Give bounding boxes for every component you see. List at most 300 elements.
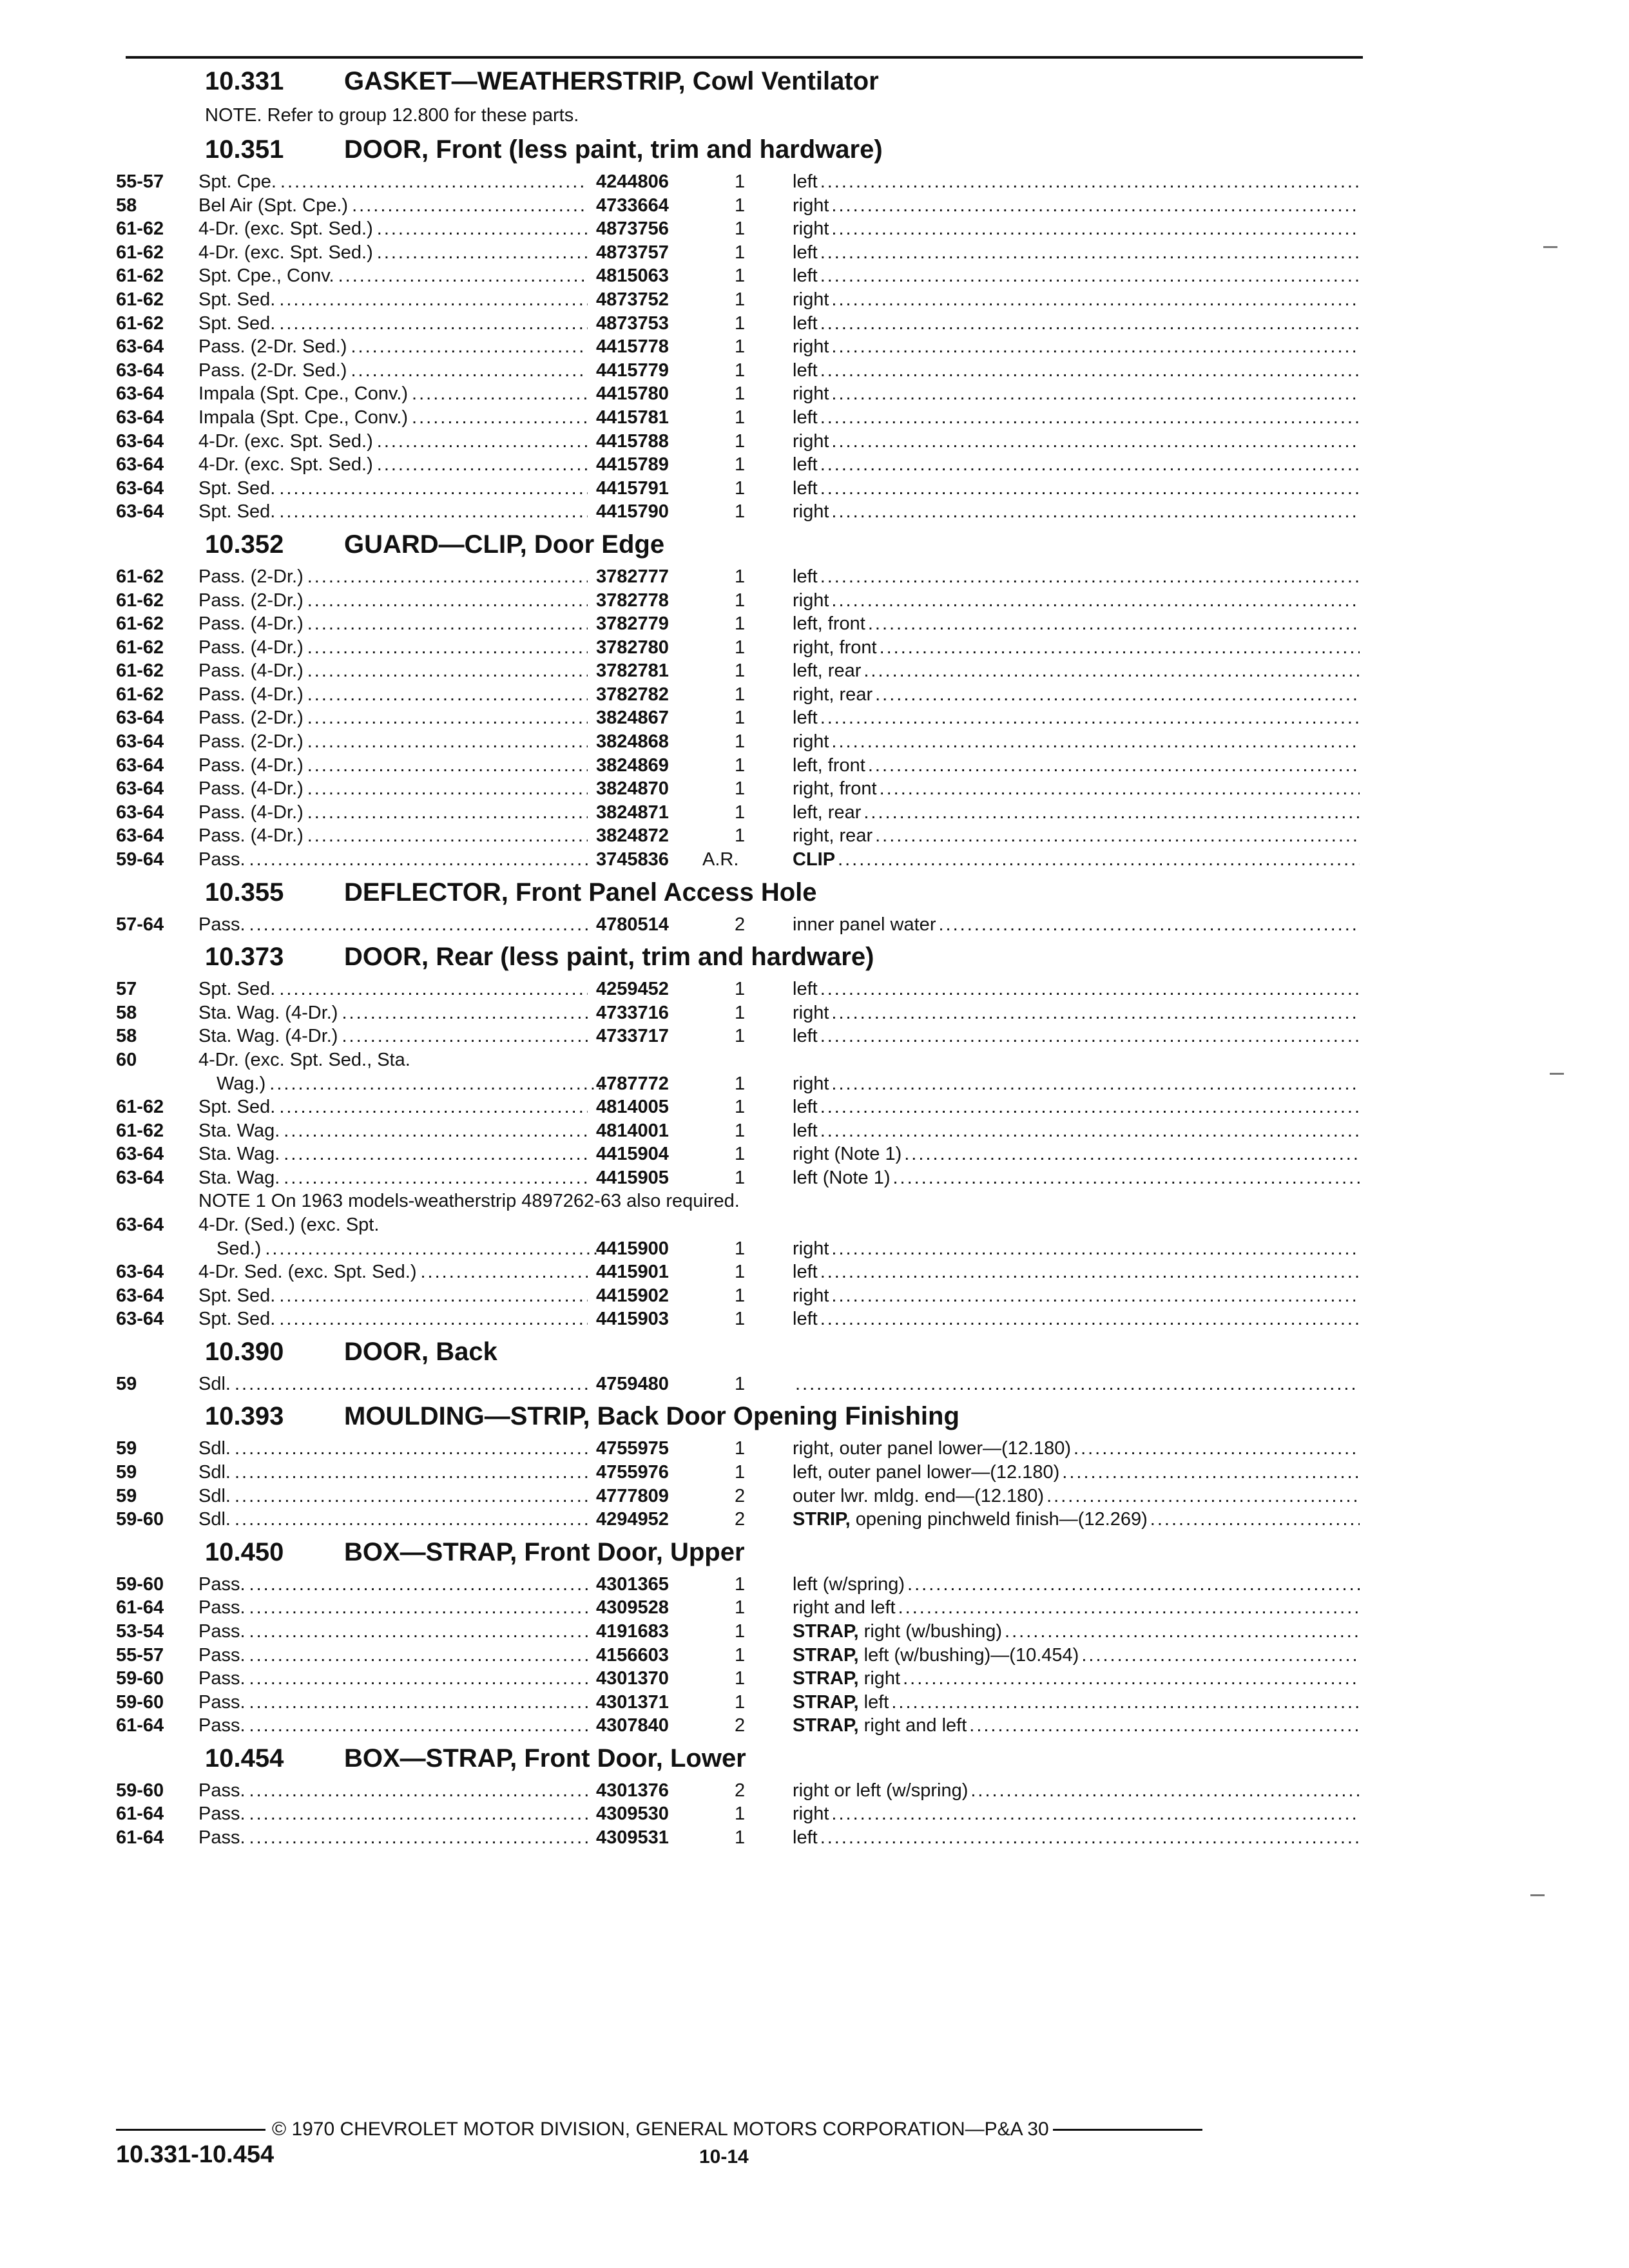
- part-number: 4415790: [596, 501, 669, 523]
- remarks-text: right (Note 1): [793, 1144, 902, 1165]
- catalog-page: [116, 52, 1366, 2113]
- part-number: 4873757: [596, 242, 669, 263]
- description-text: Sta. Wag. (4-Dr.): [198, 1002, 338, 1023]
- model-years: 59-60: [116, 1668, 164, 1689]
- parts-row: [116, 977, 1366, 1001]
- description: [198, 382, 592, 406]
- section-title: [116, 872, 1366, 913]
- part-number: 4777809: [596, 1485, 669, 1506]
- remarks-text: left: [793, 979, 818, 1000]
- quantity: 1: [735, 613, 746, 635]
- part-number: 4415781: [596, 407, 669, 428]
- dot-leader: [904, 1142, 1360, 1166]
- dot-leader: [351, 359, 588, 383]
- parts-row: [116, 1508, 1366, 1532]
- section-note: NOTE. Refer to group 12.800 for these parts.: [205, 105, 579, 126]
- parts-row: [116, 288, 1366, 312]
- dot-leader: [279, 1284, 588, 1308]
- part-number: 3824872: [596, 825, 669, 847]
- part-number: 4415791: [596, 477, 669, 499]
- section-code: 10.390: [205, 1337, 284, 1366]
- remarks-text: outer lwr. mldg. end—(12.180): [793, 1485, 1045, 1506]
- dot-leader: [1074, 1437, 1360, 1461]
- parts-row: [116, 1213, 1366, 1260]
- quantity: 1: [735, 1026, 746, 1047]
- quantity: 1: [735, 289, 746, 310]
- description-text: Sta. Wag. (4-Dr.): [198, 1026, 338, 1047]
- dot-leader: [831, 1237, 1360, 1261]
- footer-page-number: 10-14: [699, 2146, 749, 2167]
- quantity: 1: [735, 265, 746, 287]
- quantity: 1: [735, 1597, 746, 1619]
- quantity: 1: [735, 637, 746, 658]
- remarks: [793, 500, 1360, 524]
- top-rule: [126, 56, 1363, 59]
- dot-leader: [831, 217, 1360, 241]
- catalog-section: [116, 1738, 1366, 1850]
- remarks: [793, 335, 1360, 359]
- dot-leader: [831, 382, 1360, 406]
- description-text: Pass.: [198, 1573, 246, 1595]
- dot-leader: [880, 777, 1360, 801]
- parts-row: [116, 170, 1366, 194]
- quantity: 1: [735, 242, 746, 263]
- remarks-text: left: [793, 242, 818, 263]
- remarks-text: right: [793, 289, 829, 310]
- description-text: Pass.: [198, 1620, 246, 1642]
- model-years: 57-64: [116, 914, 164, 935]
- description: [198, 1237, 610, 1261]
- model-years: 61-64: [116, 1827, 164, 1849]
- description-text: Spt. Sed.: [198, 477, 276, 499]
- parts-row: [116, 1461, 1366, 1485]
- dot-leader: [1046, 1485, 1360, 1508]
- quantity: 1: [735, 336, 746, 358]
- dot-leader: [307, 730, 588, 754]
- model-years: 59: [116, 1373, 137, 1394]
- description-text: 4-Dr. (exc. Spt. Sed.): [198, 218, 373, 240]
- parts-row: [116, 1485, 1366, 1508]
- parts-row: [116, 754, 1366, 778]
- remarks-text: left (w/bushing)—(10.454): [858, 1644, 1079, 1666]
- dot-leader: [1150, 1508, 1360, 1532]
- remarks-text: right: [858, 1668, 901, 1689]
- model-years: 59-60: [116, 1780, 164, 1801]
- model-years: 59: [116, 1438, 137, 1459]
- parts-row: [116, 913, 1366, 937]
- model-years: 63-64: [116, 778, 164, 800]
- dot-leader: [1081, 1644, 1360, 1667]
- part-number: 4415903: [596, 1309, 669, 1330]
- model-years: 61-62: [116, 218, 164, 240]
- parts-row: [116, 312, 1366, 336]
- dot-leader: [831, 1001, 1360, 1025]
- remarks-text: left, rear: [793, 802, 862, 823]
- description: [198, 1667, 592, 1691]
- dot-leader: [307, 683, 588, 707]
- quantity: 1: [735, 979, 746, 1000]
- dot-leader: [893, 1166, 1360, 1190]
- part-number: 4733716: [596, 1002, 669, 1023]
- dot-leader: [307, 777, 588, 801]
- quantity: 1: [735, 1238, 746, 1259]
- section-code: 10.331: [205, 67, 284, 95]
- quantity: 1: [735, 407, 746, 428]
- dot-leader: [249, 1573, 588, 1597]
- part-number: 4244806: [596, 171, 669, 192]
- parts-row: [116, 1260, 1366, 1284]
- parts-row: [116, 1644, 1366, 1667]
- section-name: MOULDING—STRIP,: [344, 1402, 590, 1431]
- description: [198, 1461, 592, 1485]
- dot-leader: [279, 312, 588, 336]
- remarks: [793, 194, 1360, 218]
- remarks-text: left: [793, 360, 818, 381]
- quantity: 1: [735, 1167, 746, 1188]
- remarks-keyword: STRAP,: [793, 1715, 859, 1736]
- description-text: Spt. Cpe.: [198, 171, 276, 192]
- dot-leader: [820, 453, 1360, 477]
- remarks: [793, 312, 1360, 336]
- parts-row: [116, 1691, 1366, 1715]
- parts-row: [116, 1095, 1366, 1119]
- section-subtitle: Door Edge: [526, 530, 665, 559]
- parts-row: [116, 565, 1366, 589]
- quantity: 1: [735, 1803, 746, 1825]
- section-code: 10.454: [205, 1744, 284, 1773]
- quantity: 1: [735, 731, 746, 753]
- remarks: [793, 1119, 1360, 1143]
- description: [198, 1142, 592, 1166]
- description-text: Pass.: [198, 1691, 246, 1713]
- part-number: 4191683: [596, 1620, 669, 1642]
- description-text: Wag.): [217, 1073, 266, 1094]
- parts-row: [116, 335, 1366, 359]
- description-text: Pass.: [198, 1715, 246, 1736]
- model-years: 53-54: [116, 1620, 164, 1642]
- part-number: 4415779: [596, 360, 669, 381]
- catalog-section: [116, 936, 1366, 1331]
- catalog-section: [116, 1331, 1366, 1396]
- description-text: Pass.: [198, 1668, 246, 1689]
- remarks-keyword: STRIP,: [793, 1509, 851, 1530]
- description: [198, 170, 592, 194]
- dot-leader: [249, 913, 588, 937]
- section-title: [116, 1532, 1366, 1573]
- remarks: [793, 1001, 1360, 1025]
- dot-leader: [249, 1802, 588, 1826]
- model-years: 61-64: [116, 1597, 164, 1619]
- remarks: [793, 1284, 1360, 1308]
- description: [198, 1372, 592, 1396]
- quantity: 1: [735, 383, 746, 405]
- remarks: [793, 1372, 1360, 1396]
- model-years: 63-64: [116, 825, 164, 847]
- quantity: 1: [735, 1285, 746, 1306]
- description-text: Spt. Sed.: [198, 979, 276, 1000]
- description-text: 4-Dr. (exc. Spt. Sed.): [198, 454, 373, 476]
- dot-leader: [820, 477, 1360, 501]
- remarks: [793, 1826, 1360, 1850]
- remarks-text: left: [793, 1261, 818, 1282]
- remarks-text: left: [793, 312, 818, 334]
- dot-leader: [412, 382, 588, 406]
- remarks-text: opening pinchweld finish—(12.269): [850, 1509, 1148, 1530]
- remarks: [793, 430, 1360, 454]
- footer-rule-right: [1053, 2129, 1202, 2131]
- dot-leader: [235, 1372, 588, 1396]
- description-text: Spt. Sed.: [198, 1097, 276, 1117]
- quantity: 2: [735, 1509, 746, 1530]
- description-text: Pass.: [198, 1780, 246, 1801]
- dot-leader: [249, 1596, 588, 1620]
- description: [198, 453, 592, 477]
- model-years: 63-64: [116, 1144, 164, 1165]
- dot-leader: [898, 1596, 1360, 1620]
- part-number: 4787772: [596, 1073, 669, 1094]
- description-text: Pass. (2-Dr.): [198, 566, 304, 587]
- quantity: 1: [735, 802, 746, 823]
- model-years: 55-57: [116, 171, 164, 192]
- remarks-text: right: [793, 430, 829, 452]
- remarks-text: right: [793, 590, 829, 611]
- description-text: Pass. (4-Dr.): [198, 802, 304, 823]
- model-years: 58: [116, 1002, 137, 1023]
- quantity: 1: [735, 454, 746, 476]
- part-number: 3824870: [596, 778, 669, 800]
- remarks-keyword: CLIP: [793, 849, 836, 870]
- part-number: 4301371: [596, 1691, 669, 1713]
- quantity: 1: [735, 501, 746, 523]
- dot-leader: [279, 977, 588, 1001]
- description: [198, 1437, 592, 1461]
- remarks-text: left, front: [793, 613, 865, 635]
- description-text: Spt. Sed.: [198, 1285, 276, 1306]
- dot-leader: [249, 1620, 588, 1644]
- parts-row: [116, 453, 1366, 477]
- remarks: [793, 217, 1360, 241]
- parts-row: [116, 777, 1366, 801]
- part-number: 4814005: [596, 1097, 669, 1117]
- remarks: [793, 977, 1360, 1001]
- description: [198, 659, 592, 683]
- parts-row: [116, 264, 1366, 288]
- remarks: [793, 241, 1360, 265]
- remarks: [793, 824, 1360, 848]
- parts-row: [116, 1001, 1366, 1025]
- remarks-text: right: [793, 501, 829, 523]
- part-number: 3745836: [596, 849, 669, 870]
- remarks: [793, 612, 1360, 636]
- model-years: 63-64: [116, 1309, 164, 1330]
- description: [198, 1485, 592, 1508]
- description: [198, 1620, 592, 1644]
- description: [198, 1072, 610, 1096]
- description: [198, 1119, 592, 1143]
- dot-leader: [412, 406, 588, 430]
- remarks-text: right, front: [793, 637, 877, 658]
- parts-row: [116, 659, 1366, 683]
- remarks-text: left: [793, 1026, 818, 1047]
- quantity: 1: [735, 566, 746, 587]
- dot-leader: [249, 1667, 588, 1691]
- remarks: [793, 848, 1360, 872]
- section-title: [116, 1396, 1366, 1437]
- page-footer: [116, 2117, 1366, 2194]
- model-years: 61-62: [116, 265, 164, 287]
- parts-row: [116, 1667, 1366, 1691]
- remarks-text: left: [858, 1691, 889, 1713]
- dot-leader: [907, 1573, 1360, 1597]
- description: [198, 1260, 592, 1284]
- section-title: [116, 1331, 1366, 1372]
- footer-copyright-line: [116, 2117, 1353, 2142]
- description-text: Sdl.: [198, 1509, 231, 1530]
- quantity: 1: [735, 1827, 746, 1849]
- quantity: 1: [735, 1097, 746, 1117]
- description: [198, 730, 592, 754]
- dot-leader: [820, 1826, 1360, 1850]
- part-number: 4301370: [596, 1668, 669, 1689]
- part-number: 3782781: [596, 660, 669, 682]
- section-subtitle: Front Panel Access Hole: [508, 878, 817, 907]
- description-text: Impala (Spt. Cpe., Conv.): [198, 383, 409, 405]
- section-subtitle: Back Door Opening Finishing: [590, 1402, 959, 1431]
- section-subtitle: Back: [429, 1337, 497, 1366]
- dot-leader: [235, 1508, 588, 1532]
- description: [198, 359, 592, 383]
- description: [198, 565, 592, 589]
- model-years: 61-62: [116, 242, 164, 263]
- parts-row: [116, 1284, 1366, 1308]
- model-years: 63-64: [116, 430, 164, 452]
- parts-row: [116, 241, 1366, 265]
- row-note-text: NOTE 1 On 1963 models-weatherstrip 4897262-63 also required.: [198, 1191, 740, 1212]
- section-subtitle: Front (less paint, trim and hardware): [429, 135, 883, 164]
- remarks-text: left: [793, 1097, 818, 1117]
- description: [198, 1644, 592, 1667]
- remarks-text: left, rear: [793, 660, 862, 682]
- parts-row: [116, 683, 1366, 707]
- description: [198, 1779, 592, 1803]
- remarks: [793, 1667, 1360, 1691]
- dot-leader: [235, 1461, 588, 1485]
- parts-row: [116, 1307, 1366, 1331]
- part-number: 4301376: [596, 1780, 669, 1801]
- dot-leader: [342, 1001, 588, 1025]
- part-number: 4156603: [596, 1644, 669, 1666]
- section-name: GUARD—CLIP,: [344, 530, 527, 559]
- dot-leader: [342, 1024, 588, 1048]
- remarks: [793, 683, 1360, 707]
- remarks-text: right: [793, 1803, 829, 1825]
- description: [198, 1001, 592, 1025]
- part-number: 4814001: [596, 1120, 669, 1141]
- parts-row: [116, 1596, 1366, 1620]
- remarks: [793, 264, 1360, 288]
- remarks-text: right: [793, 218, 829, 240]
- footer-section-range: 10.331-10.454: [116, 2141, 275, 2168]
- description-text: Pass.: [198, 1827, 246, 1849]
- quantity: 2: [735, 1780, 746, 1801]
- description-text: Pass. (2-Dr. Sed.): [198, 360, 347, 381]
- quantity: A.R.: [702, 849, 739, 870]
- model-years: 63-64: [116, 731, 164, 753]
- part-number: 4309531: [596, 1827, 669, 1849]
- quantity: 1: [735, 1261, 746, 1282]
- description: [198, 1596, 592, 1620]
- model-years: 63-64: [116, 1214, 164, 1235]
- remarks-text: left, outer panel lower—(12.180): [793, 1461, 1060, 1483]
- part-number: 3782779: [596, 613, 669, 635]
- part-number: 4415778: [596, 336, 669, 358]
- parts-row: [116, 217, 1366, 241]
- dot-leader: [249, 1691, 588, 1715]
- dot-leader: [820, 1024, 1360, 1048]
- dot-leader: [235, 1485, 588, 1508]
- dot-leader: [235, 1437, 588, 1461]
- dot-leader: [284, 1119, 588, 1143]
- dot-leader: [891, 1691, 1360, 1715]
- part-number: 3824868: [596, 731, 669, 753]
- remarks-text: right: [793, 195, 829, 216]
- row-note: [116, 1189, 1366, 1213]
- model-years: 61-62: [116, 660, 164, 682]
- part-number: 4733664: [596, 195, 669, 216]
- dot-leader: [279, 477, 588, 501]
- part-number: 4415901: [596, 1261, 669, 1282]
- dot-leader: [863, 801, 1360, 825]
- quantity: 1: [735, 360, 746, 381]
- model-years: 58: [116, 1026, 137, 1047]
- dot-leader: [831, 335, 1360, 359]
- remarks: [793, 565, 1360, 589]
- part-number: 4873756: [596, 218, 669, 240]
- dot-leader: [307, 659, 588, 683]
- description-text: Pass. (2-Dr.): [198, 707, 304, 729]
- quantity: 1: [735, 778, 746, 800]
- remarks-text: right (w/bushing): [858, 1620, 1003, 1642]
- catalog-section: [116, 872, 1366, 937]
- section-subtitle: Cowl Ventilator: [685, 67, 879, 95]
- dot-leader: [820, 406, 1360, 430]
- model-years: 57: [116, 979, 137, 1000]
- dot-leader: [831, 589, 1360, 613]
- description-text: Sta. Wag.: [198, 1120, 280, 1141]
- description: [198, 777, 592, 801]
- description: [198, 264, 592, 288]
- part-number: 3824869: [596, 754, 669, 776]
- remarks: [793, 1508, 1360, 1532]
- description-text: Pass. (4-Dr.): [198, 684, 304, 705]
- dot-leader: [875, 824, 1360, 848]
- dot-leader: [249, 1644, 588, 1667]
- remarks: [793, 382, 1360, 406]
- remarks-text: left (Note 1): [793, 1167, 891, 1188]
- dot-leader: [352, 194, 588, 218]
- description-text: Pass. (4-Dr.): [198, 637, 304, 658]
- remarks-text: left: [793, 265, 818, 287]
- description-text: Sdl.: [198, 1373, 231, 1394]
- dot-leader: [831, 194, 1360, 218]
- dot-leader: [265, 1237, 606, 1261]
- dot-leader: [831, 500, 1360, 524]
- description-text: Pass. (4-Dr.): [198, 660, 304, 682]
- description: [198, 824, 592, 848]
- section-title: [116, 936, 1366, 977]
- footer-rule-left: [116, 2129, 265, 2131]
- part-number: 3782782: [596, 684, 669, 705]
